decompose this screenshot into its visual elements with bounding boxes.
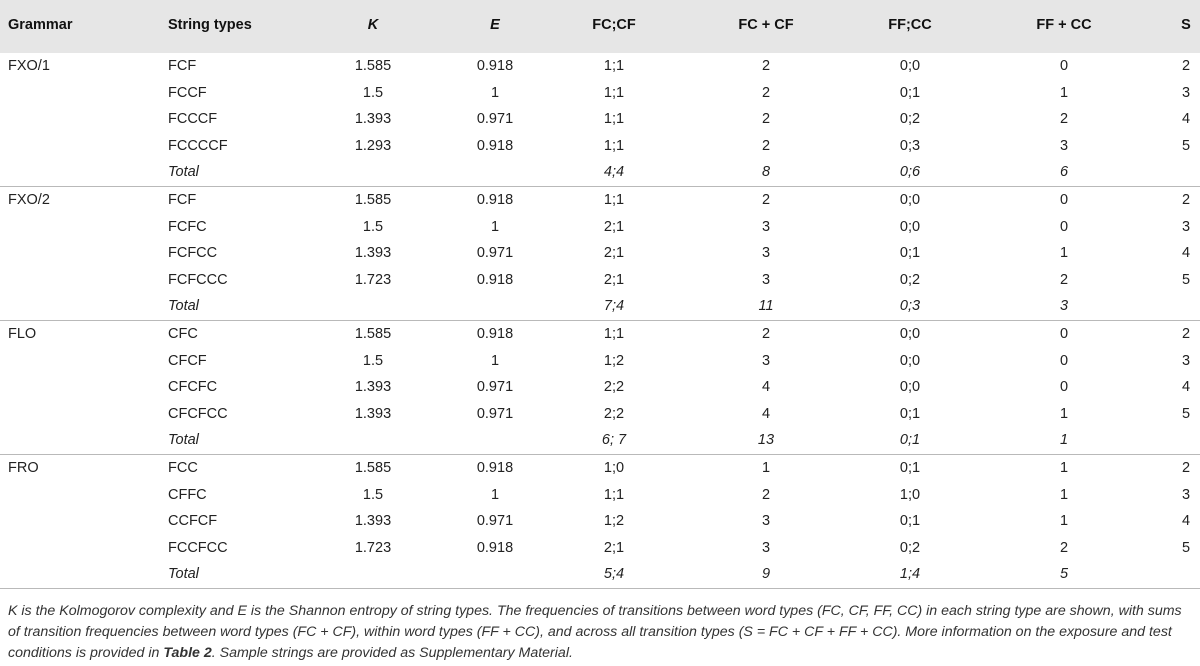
cell-ff-cc: 0;0 (899, 191, 921, 208)
table-row (0, 186, 1200, 214)
cell-fc-cf: 1;1 (603, 486, 625, 503)
cell-s: 5 (1181, 271, 1191, 288)
header-e: E (490, 17, 500, 33)
cell-k: 1.5 (362, 486, 384, 503)
cell-fc-plus-cf: 8 (761, 164, 771, 181)
cell-ff-plus-cc: 0 (1059, 379, 1069, 396)
cell-fc-cf: 1;0 (603, 459, 625, 476)
cell-fc-cf: 2;1 (603, 539, 625, 556)
cell-k: 1.393 (354, 111, 392, 128)
cell-k: 1.5 (362, 352, 384, 369)
cell-k: 1.585 (354, 191, 392, 208)
cell-s: 4 (1181, 111, 1191, 128)
table-row (0, 267, 1200, 294)
footnote-text-before: K is the Kolmogorov complexity and E is the Shannon entropy of string types. The frequencies of transitions between word types (FC, CF, FF, CC) in each string type are shown, with sums of transition frequencies between word types (FC + CF), within word types (FF + CC), and across all transition types (S = FC + CF + FF + CC). More information on the exposure and test conditions is provided in (8, 602, 1182, 661)
table-total-row (0, 293, 1200, 320)
header-ff-plus-cc: FF + CC (1036, 17, 1092, 33)
cell-s: 2 (1181, 459, 1191, 476)
cell-ff-plus-cc: 0 (1059, 218, 1069, 235)
cell-fc-plus-cf: 3 (761, 218, 771, 235)
cell-fc-cf: 5;4 (603, 566, 625, 583)
table-row (0, 348, 1200, 375)
cell-s: 4 (1181, 513, 1191, 530)
cell-string-type: Total (168, 164, 199, 181)
table-total-row (0, 159, 1200, 186)
cell-fc-cf: 4;4 (603, 164, 625, 181)
table-row (0, 374, 1200, 401)
footnote-table-link[interactable]: Table 2 (163, 644, 212, 661)
cell-fc-cf: 1;1 (603, 191, 625, 208)
cell-e: 0.971 (476, 405, 514, 422)
cell-fc-plus-cf: 1 (761, 459, 771, 476)
cell-fc-plus-cf: 13 (757, 432, 775, 449)
cell-string-type: CFFC (168, 486, 207, 503)
cell-fc-plus-cf: 9 (761, 566, 771, 583)
cell-s: 3 (1181, 486, 1191, 503)
cell-ff-plus-cc: 1 (1059, 486, 1069, 503)
table-row (0, 133, 1200, 160)
cell-fc-cf: 1;1 (603, 325, 625, 342)
cell-string-type: FCCCCF (168, 137, 228, 154)
cell-fc-plus-cf: 3 (761, 539, 771, 556)
cell-fc-plus-cf: 4 (761, 405, 771, 422)
cell-e: 0.918 (476, 325, 514, 342)
cell-ff-plus-cc: 1 (1059, 432, 1069, 449)
cell-fc-plus-cf: 2 (761, 58, 771, 74)
cell-fc-cf: 6; 7 (601, 432, 627, 449)
cell-string-type: CCFCF (168, 513, 218, 530)
cell-string-type: CFCF (168, 352, 207, 369)
cell-s: 2 (1181, 325, 1191, 342)
cell-e: 0.971 (476, 513, 514, 530)
cell-e: 0.971 (476, 379, 514, 396)
cell-s: 5 (1181, 405, 1191, 422)
cell-fc-plus-cf: 2 (761, 191, 771, 208)
cell-s: 5 (1181, 137, 1191, 154)
table-header (0, 0, 1200, 53)
cell-fc-cf: 2;2 (603, 379, 625, 396)
table-row (0, 106, 1200, 133)
cell-string-type: CFCFCC (168, 405, 228, 422)
table-row (0, 482, 1200, 509)
cell-fc-cf: 1;1 (603, 137, 625, 154)
cell-ff-plus-cc: 2 (1059, 271, 1069, 288)
cell-e: 0.918 (476, 58, 514, 74)
cell-k: 1.5 (362, 84, 384, 101)
table-row (0, 80, 1200, 107)
cell-e: 0.918 (476, 271, 514, 288)
cell-ff-cc: 0;3 (899, 137, 921, 154)
cell-grammar: FRO (8, 459, 39, 476)
cell-ff-cc: 0;1 (899, 84, 921, 101)
cell-ff-cc: 0;0 (899, 218, 921, 235)
cell-e: 1 (490, 352, 500, 369)
cell-e: 0.918 (476, 191, 514, 208)
cell-string-type: CFC (168, 325, 198, 342)
header-fc-cf: FC;CF (592, 17, 636, 33)
table-row (0, 320, 1200, 348)
cell-fc-cf: 2;2 (603, 405, 625, 422)
cell-ff-plus-cc: 0 (1059, 325, 1069, 342)
cell-ff-plus-cc: 3 (1059, 298, 1069, 315)
cell-string-type: FCCF (168, 84, 207, 101)
cell-fc-plus-cf: 3 (761, 271, 771, 288)
cell-ff-cc: 0;1 (899, 405, 921, 422)
cell-k: 1.585 (354, 459, 392, 476)
cell-fc-plus-cf: 2 (761, 111, 771, 128)
header-fc-plus-cf: FC + CF (738, 17, 794, 33)
cell-k: 1.5 (362, 218, 384, 235)
cell-fc-cf: 2;1 (603, 245, 625, 262)
cell-ff-plus-cc: 0 (1059, 191, 1069, 208)
cell-ff-plus-cc: 0 (1059, 352, 1069, 369)
cell-ff-cc: 0;1 (899, 459, 921, 476)
table-row (0, 401, 1200, 428)
cell-fc-plus-cf: 4 (761, 379, 771, 396)
table-total-row (0, 427, 1200, 454)
table-row (0, 508, 1200, 535)
footnote-text-after: . Sample strings are provided as Supplementary Material. (211, 644, 573, 661)
cell-ff-plus-cc: 2 (1059, 111, 1069, 128)
cell-s: 5 (1181, 539, 1191, 556)
cell-ff-cc: 0;1 (899, 432, 921, 449)
cell-k: 1.393 (354, 513, 392, 530)
cell-ff-cc: 0;2 (899, 271, 921, 288)
cell-e: 1 (490, 218, 500, 235)
cell-ff-cc: 0;2 (899, 111, 921, 128)
cell-ff-cc: 0;0 (899, 325, 921, 342)
cell-ff-plus-cc: 1 (1059, 245, 1069, 262)
cell-string-type: FCFCC (168, 245, 218, 262)
cell-string-type: Total (168, 566, 199, 583)
header-ff-cc: FF;CC (888, 17, 932, 33)
cell-string-type: FCFC (168, 218, 207, 235)
header-k: K (367, 17, 379, 33)
cell-fc-plus-cf: 11 (758, 298, 774, 315)
cell-ff-plus-cc: 1 (1059, 84, 1069, 101)
cell-k: 1.585 (354, 58, 392, 74)
cell-ff-cc: 0;1 (899, 245, 921, 262)
cell-fc-cf: 1;1 (603, 84, 625, 101)
cell-e: 0.918 (476, 539, 514, 556)
cell-fc-cf: 2;1 (603, 218, 625, 235)
cell-s: 3 (1181, 84, 1191, 101)
cell-k: 1.393 (354, 245, 392, 262)
cell-fc-plus-cf: 2 (761, 486, 771, 503)
cell-fc-plus-cf: 3 (761, 352, 771, 369)
cell-ff-cc: 0;1 (899, 513, 921, 530)
cell-s: 4 (1181, 379, 1191, 396)
table-row (0, 240, 1200, 267)
cell-fc-plus-cf: 2 (761, 325, 771, 342)
cell-fc-plus-cf: 2 (761, 84, 771, 101)
cell-s: 2 (1181, 58, 1191, 74)
cell-ff-plus-cc: 2 (1059, 539, 1069, 556)
cell-e: 1 (490, 486, 500, 503)
cell-fc-plus-cf: 2 (761, 137, 771, 154)
cell-ff-cc: 0;2 (899, 539, 921, 556)
table-total-row (0, 561, 1200, 588)
cell-ff-plus-cc: 3 (1059, 137, 1069, 154)
cell-k: 1.723 (354, 271, 392, 288)
cell-string-type: CFCFC (168, 379, 218, 396)
table-row (0, 454, 1200, 482)
cell-grammar: FXO/2 (8, 191, 50, 208)
cell-fc-cf: 2;1 (603, 271, 625, 288)
cell-string-type: FCFCCC (168, 271, 228, 288)
cell-ff-plus-cc: 1 (1059, 513, 1069, 530)
cell-e: 0.971 (476, 111, 514, 128)
cell-fc-cf: 1;2 (603, 513, 625, 530)
cell-k: 1.393 (354, 379, 392, 396)
cell-ff-cc: 0;0 (899, 352, 921, 369)
cell-grammar: FXO/1 (8, 58, 50, 74)
cell-grammar: FLO (8, 325, 37, 342)
table-body (0, 53, 1200, 588)
cell-string-type: FCCCF (168, 111, 218, 128)
table-row (0, 53, 1200, 80)
cell-ff-cc: 0;0 (899, 58, 921, 74)
cell-s: 2 (1181, 191, 1191, 208)
cell-string-type: FCCFCC (168, 539, 228, 556)
header-grammar: Grammar (8, 17, 73, 33)
cell-ff-cc: 1;4 (899, 566, 921, 583)
cell-string-type: FCC (168, 459, 198, 476)
cell-k: 1.723 (354, 539, 392, 556)
cell-s: 4 (1181, 245, 1191, 262)
cell-string-type: Total (168, 298, 199, 315)
cell-ff-plus-cc: 5 (1059, 566, 1069, 583)
cell-k: 1.293 (354, 137, 392, 154)
cell-string-type: FCF (168, 58, 197, 74)
cell-string-type: FCF (168, 191, 197, 208)
cell-ff-cc: 0;6 (899, 164, 921, 181)
cell-e: 0.971 (476, 245, 514, 262)
cell-e: 0.918 (476, 459, 514, 476)
table-row (0, 535, 1200, 562)
cell-fc-cf: 1;2 (603, 352, 625, 369)
cell-ff-plus-cc: 1 (1059, 405, 1069, 422)
cell-k: 1.585 (354, 325, 392, 342)
cell-ff-plus-cc: 0 (1059, 58, 1069, 74)
cell-s: 3 (1181, 352, 1191, 369)
cell-k: 1.393 (354, 405, 392, 422)
header-string-types: String types (168, 17, 252, 33)
cell-fc-plus-cf: 3 (761, 245, 771, 262)
cell-e: 0.918 (476, 137, 514, 154)
cell-e: 1 (490, 84, 500, 101)
cell-string-type: Total (168, 432, 199, 449)
cell-fc-plus-cf: 3 (761, 513, 771, 530)
cell-fc-cf: 1;1 (603, 111, 625, 128)
cell-fc-cf: 7;4 (603, 298, 625, 315)
header-s: S (1181, 17, 1191, 33)
cell-fc-cf: 1;1 (603, 58, 625, 74)
table-row (0, 214, 1200, 241)
table-footnote (0, 589, 1200, 664)
cell-ff-cc: 1;0 (899, 486, 921, 503)
cell-ff-plus-cc: 1 (1059, 459, 1069, 476)
cell-s: 3 (1181, 218, 1191, 235)
cell-ff-cc: 0;3 (899, 298, 921, 315)
cell-ff-cc: 0;0 (899, 379, 921, 396)
cell-ff-plus-cc: 6 (1059, 164, 1069, 181)
